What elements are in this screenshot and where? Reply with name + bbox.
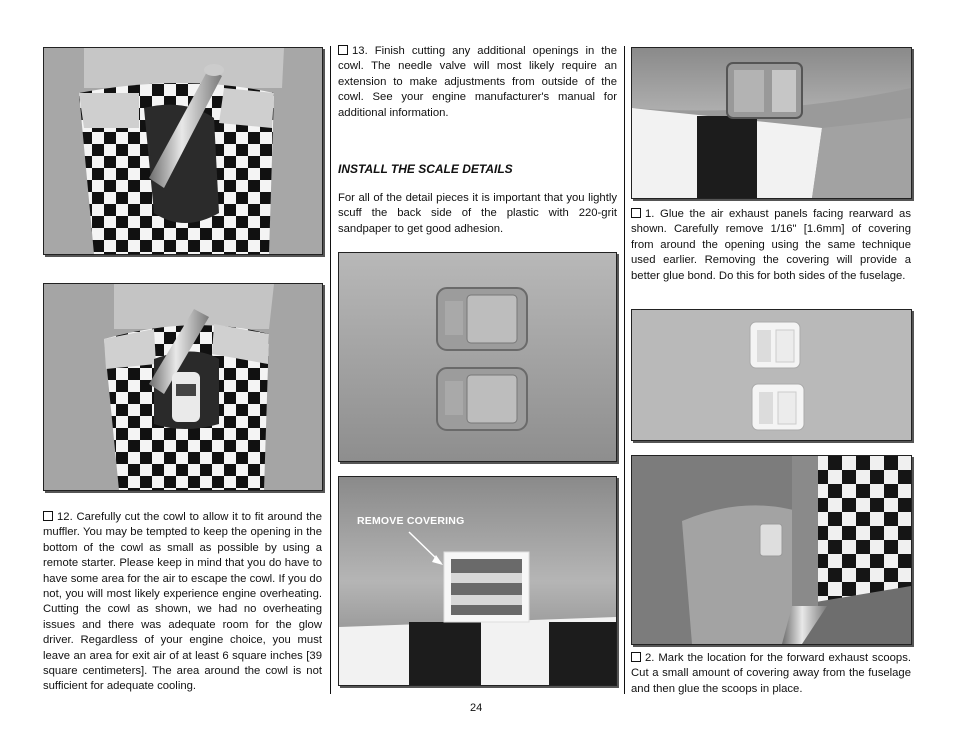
white-scoops-photo xyxy=(631,309,912,441)
intro-text: For all of the detail pieces it is important that you lightly scuff the back side of the plastic with 220-grit sandpaper to get good adhesion. xyxy=(338,192,617,235)
exhaust-panels-photo xyxy=(338,252,617,462)
checkbox-icon[interactable] xyxy=(338,45,348,55)
forward-scoops-photo xyxy=(631,455,912,645)
remove-covering-photo xyxy=(338,476,617,686)
step-13-text: 13. Finish cutting any additional openings in the cowl. The needle valve will most likely require an extension to make adjustments from outside of the cowl. See your engine manufacturer's manual for additional information. xyxy=(338,45,617,119)
step-1-text: 1. Glue the air exhaust panels facing rearward as shown. Carefully remove 1/16" [1.6mm] of covering from around the opening using the same technique used earlier. Removing the covering will provide a better glue bond. Do this for both sides of the fuselage. xyxy=(631,208,911,282)
column-divider-left xyxy=(330,46,331,694)
step-2-text: 2. Mark the location for the forward exhaust scoops. Cut a small amount of covering away from the fuselage and then glue the scoops in place. xyxy=(631,652,911,695)
air-exhaust-fuselage-photo xyxy=(631,47,912,199)
cowl-photo-top xyxy=(43,47,323,255)
page-number: 24 xyxy=(470,702,483,714)
cowl-photo-bottom xyxy=(43,283,323,491)
remove-covering-label: REMOVE COVERING xyxy=(357,515,465,527)
checkbox-icon[interactable] xyxy=(631,208,641,218)
checkbox-icon[interactable] xyxy=(43,511,53,521)
section-heading: INSTALL THE SCALE DETAILS xyxy=(338,162,513,176)
checkbox-icon[interactable] xyxy=(631,652,641,662)
step-12-text: 12. Carefully cut the cowl to allow it to fit around the muffler. You may be tempted to keep the opening in the bottom of the cowl as small as possible by using a remote starter. Please keep in mind that you do have to have some area for the air to escape the cowl. If you do not, you will most likely experience engine overheating. Cutting the cowl as shown, we had no overheating issues and there was adequate room for the glow driver. Regardless of your engine choice, you must leave an area for exit air of at least 6 square inches [39 square centimeters]. The area around the cowl is not sufficient for adequate cooling. xyxy=(43,511,322,693)
column-divider-right xyxy=(624,46,625,694)
